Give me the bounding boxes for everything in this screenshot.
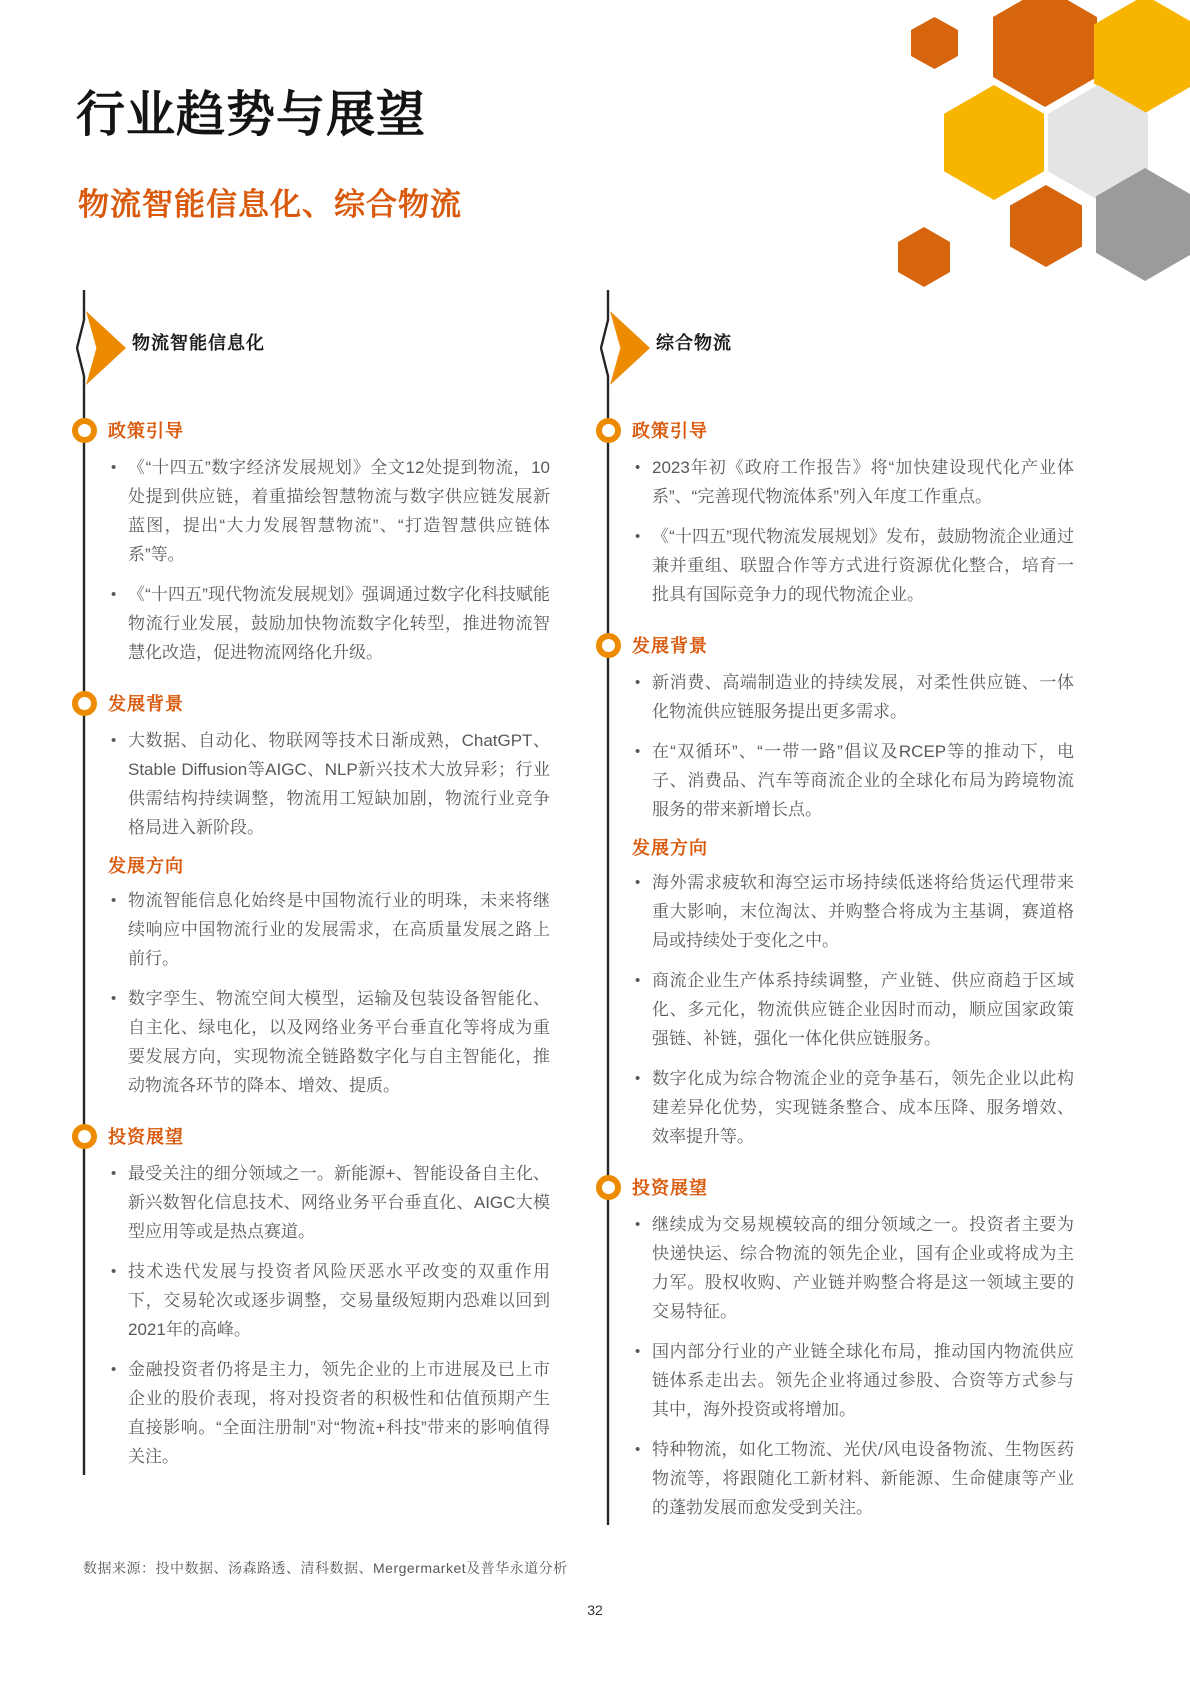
ring-marker-icon	[596, 418, 621, 443]
page-title: 行业趋势与展望	[76, 88, 427, 142]
list-item	[632, 1337, 1074, 1424]
list-item	[108, 453, 550, 569]
list-item	[632, 522, 1074, 609]
section-title	[632, 633, 1074, 659]
section-background	[64, 691, 550, 842]
bullet-text: 最受关注的细分领域之一。新能源+、智能设备自主化、新兴数智化信息技术、网络业务平台垂直化、AIGC大模型应用等或是热点赛道。	[128, 1164, 550, 1241]
list-item	[108, 1257, 550, 1344]
bullet-list	[632, 668, 1074, 824]
section-title	[108, 853, 550, 879]
page-number: 32	[587, 1602, 603, 1618]
list-item	[632, 737, 1074, 824]
list-item	[632, 453, 1074, 511]
ring-marker-icon	[72, 418, 97, 443]
list-item	[108, 886, 550, 973]
bullet-text: 《“十四五”现代物流发展规划》发布，鼓励物流企业通过兼并重组、联盟合作等方式进行资源优化整合，培育一批具有国际竞争力的现代物流企业。	[652, 527, 1074, 604]
section-background	[588, 633, 1074, 824]
bullet-text: 商流企业生产体系持续调整，产业链、供应商趋于区域化、多元化，物流供应链企业因时而动，顺应国家政策强链、补链，强化一体化供应链服务。	[652, 971, 1074, 1048]
column-header-row	[64, 290, 550, 394]
list-item	[108, 726, 550, 842]
section-title	[632, 835, 1074, 861]
bullet-text: 大数据、自动化、物联网等技术日渐成熟，ChatGPT、Stable Diffusion等AIGC、NLP新兴技术大放异彩；行业供需结构持续调整，物流用工短缺加剧，物流行业竞争格局进入新阶段。	[128, 731, 550, 837]
bullet-list	[632, 868, 1074, 1151]
hexagon-icon	[993, 0, 1097, 107]
ring-marker-icon	[596, 1175, 621, 1200]
bullet-text: 海外需求疲软和海空运市场持续低迷将给货运代理带来重大影响，末位淘汰、并购整合将成为主基调，赛道格局或持续处于变化之中。	[652, 873, 1074, 950]
list-item	[632, 1064, 1074, 1151]
timeline-rail	[600, 290, 620, 1530]
bullet-text: 2023年初《政府工作报告》将“加快建设现代化产业体系”、“完善现代物流体系”列入年度工作重点。	[652, 458, 1074, 506]
column-header-row	[588, 290, 1074, 394]
bullet-text: 物流智能信息化始终是中国物流行业的明珠，未来将继续响应中国物流行业的发展需求，在高质量发展之路上前行。	[128, 891, 550, 968]
bullet-text: 金融投资者仍将是主力，领先企业的上市进展及已上市企业的股价表现，将对投资者的积极性和估值预期产生直接影响。“全面注册制”对“物流+科技”带来的影响值得关注。	[128, 1360, 550, 1466]
list-item	[108, 1355, 550, 1471]
list-item	[108, 1159, 550, 1246]
section-policy	[588, 418, 1074, 609]
bullet-text: 新消费、高端制造业的持续发展，对柔性供应链、一体化物流供应链服务提出更多需求。	[652, 673, 1074, 721]
ring-marker-icon	[596, 633, 621, 658]
hexagon-icon	[1010, 185, 1082, 267]
section-title-text: 发展背景	[632, 636, 708, 656]
bullet-text: 技术迭代发展与投资者风险厌恶水平改变的双重作用下，交易轮次或逐步调整，交易量级短期内恐难以回到2021年的高峰。	[128, 1262, 550, 1339]
data-source-note: 数据来源：投中数据、汤森路透、清科数据、Mergermarket及普华永道分析	[83, 1560, 568, 1576]
bullet-list	[108, 1159, 550, 1471]
list-item	[632, 868, 1074, 955]
section-title-text: 政策引导	[632, 421, 708, 441]
bullet-text: 《“十四五”数字经济发展规划》全文12处提到物流，10处提到供应链，着重描绘智慧物流与数字供应链发展新蓝图，提出“大力发展智慧物流”、“打造智慧供应链体系”等。	[128, 458, 550, 564]
section-title-text: 发展背景	[108, 694, 184, 714]
section-title-text: 发展方向	[632, 838, 708, 858]
bullet-list	[632, 453, 1074, 609]
column-header: 物流智能信息化	[132, 333, 265, 353]
bullet-text: 特种物流，如化工物流、光伏/风电设备物流、生物医药物流等，将跟随化工新材料、新能源、生命健康等产业的蓬勃发展而愈发受到关注。	[652, 1440, 1074, 1517]
page-subtitle: 物流智能信息化、综合物流	[78, 187, 462, 222]
section-title	[108, 691, 550, 717]
list-item	[632, 966, 1074, 1053]
section-title-text: 投资展望	[632, 1178, 708, 1198]
section-direction	[64, 853, 550, 1100]
section-title-text: 投资展望	[108, 1127, 184, 1147]
bullet-list	[632, 1210, 1074, 1522]
section-direction	[588, 835, 1074, 1151]
section-title	[108, 1124, 550, 1150]
ring-marker-icon	[72, 1124, 97, 1149]
list-item	[632, 1210, 1074, 1326]
bullet-text: 数字孪生、物流空间大模型，运输及包装设备智能化、自主化、绿电化，以及网络业务平台垂直化等将成为重要发展方向，实现物流全链路数字化与自主智能化，推动物流各环节的降本、增效、提质。	[128, 989, 550, 1095]
list-item	[632, 668, 1074, 726]
bullet-text: 继续成为交易规模较高的细分领域之一。投资者主要为快递快运、综合物流的领先企业，国有企业或将成为主力军。股权收购、产业链并购整合将是这一领域主要的交易特征。	[652, 1215, 1074, 1321]
list-item	[108, 580, 550, 667]
section-title	[108, 418, 550, 444]
bullet-text: 在“双循环”、“一带一路”倡议及RCEP等的推动下，电子、消费品、汽车等商流企业的全球化布局为跨境物流服务的带来新增长点。	[652, 742, 1074, 819]
bullet-text: 《“十四五”现代物流发展规划》强调通过数字化科技赋能物流行业发展，鼓励加快物流数字化转型，推进物流智慧化改造，促进物流网络化升级。	[128, 585, 550, 662]
timeline-rail	[76, 290, 96, 1480]
list-item	[632, 1435, 1074, 1522]
column-integrated-logistics	[588, 290, 1074, 1533]
bullet-list	[108, 453, 550, 667]
section-investment	[64, 1124, 550, 1471]
section-investment	[588, 1175, 1074, 1522]
hexagon-icon	[898, 227, 950, 287]
section-title-text: 政策引导	[108, 421, 184, 441]
bullet-text: 国内部分行业的产业链全球化布局，推动国内物流供应链体系走出去。领先企业将通过参股、合资等方式参与其中，海外投资或将增加。	[652, 1342, 1074, 1419]
hexagon-icon	[944, 85, 1044, 200]
hexagon-icon	[911, 17, 958, 69]
bullet-list	[108, 726, 550, 842]
list-item	[108, 984, 550, 1100]
column-smart-logistics	[64, 290, 550, 1482]
section-title	[632, 418, 1074, 444]
column-header: 综合物流	[656, 333, 732, 353]
bullet-text: 数字化成为综合物流企业的竞争基石，领先企业以此构建差异化优势，实现链条整合、成本压降、服务增效、效率提升等。	[652, 1069, 1074, 1146]
section-policy	[64, 418, 550, 667]
ring-marker-icon	[72, 691, 97, 716]
section-title	[632, 1175, 1074, 1201]
bullet-list	[108, 886, 550, 1100]
section-title-text: 发展方向	[108, 856, 184, 876]
